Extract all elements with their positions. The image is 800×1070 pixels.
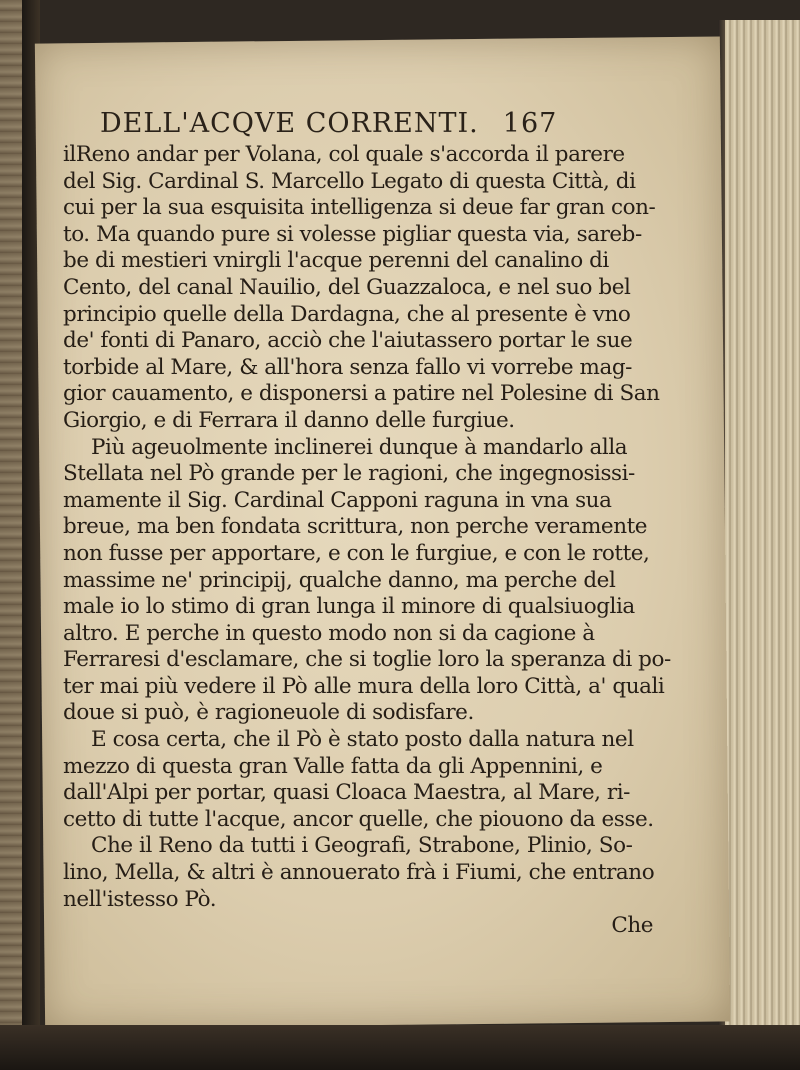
- text-line: gior cauamento, e disponersi a patire nel Polesine di San: [63, 381, 660, 407]
- catchword: Che: [611, 913, 653, 939]
- paragraph-start-line: Più ageuolmente inclinerei dunque à mandarlo alla: [91, 434, 628, 460]
- text-line: cetto di tutte l'acque, ancor quelle, che piouono da esse.: [63, 806, 654, 832]
- text-line: Giorgio, e di Ferrara il danno delle furgiue.: [63, 407, 515, 433]
- text-line: lino, Mella, & altri è annouerato frà i Fiumi, che entrano: [63, 860, 655, 886]
- page-stack-edge: [725, 20, 800, 1070]
- text-line: doue si può, è ragioneuole di sodisfare.: [63, 700, 474, 726]
- paragraph-start-line: E cosa certa, che il Pò è stato posto dalla natura nel: [91, 727, 634, 753]
- text-line: Stellata nel Pò grande per le ragioni, che ingegnosissi-: [63, 461, 635, 487]
- book-binding-left: [0, 0, 22, 1070]
- text-line: del Sig. Cardinal S. Marcello Legato di questa Città, di: [63, 168, 636, 194]
- text-line: mezzo di questa gran Valle fatta da gli Appennini, e: [63, 753, 603, 779]
- text-line: torbide al Mare, & all'hora senza fallo vi vorrebe mag-: [63, 354, 632, 380]
- text-line: male io lo stimo di gran lunga il minore di qualsiuoglia: [63, 594, 635, 620]
- scan-bottom-edge: [0, 1025, 800, 1070]
- body-text: [63, 142, 673, 940]
- text-line: Ferraresi d'esclamare, che si toglie loro la speranza di po-: [63, 647, 671, 673]
- text-line: dall'Alpi per portar, quasi Cloaca Maestra, al Mare, ri-: [63, 780, 630, 806]
- text-line: mamente il Sig. Cardinal Capponi raguna in vna sua: [63, 487, 612, 513]
- text-line: ilReno andar per Volana, col quale s'accorda il parere: [63, 142, 625, 167]
- text-line: principio quelle della Dardagna, che al presente è vno: [63, 301, 631, 327]
- text-line: de' fonti di Panaro, acciò che l'aiutassero portar le sue: [63, 328, 633, 354]
- page-number: 167: [502, 108, 558, 139]
- text-line: cui per la sua esquisita intelligenza si deue far gran con-: [63, 195, 656, 221]
- running-header: [100, 108, 680, 139]
- text-line: Cento, del canal Nauilio, del Guazzaloca, e nel suo bel: [63, 274, 631, 300]
- header-title: DELL'ACQVE CORRENTI.: [100, 108, 479, 139]
- text-line: breue, ma ben fondata scrittura, non perche veramente: [63, 514, 648, 540]
- text-line: be di mestieri vnirgli l'acque perenni del canalino di: [63, 248, 609, 274]
- text-line: altro. E perche in questo modo non si da cagione à: [63, 620, 595, 646]
- text-line: massime ne' principij, qualche danno, ma perche del: [63, 567, 616, 593]
- text-line: ter mai più vedere il Pò alle mura della loro Città, a' quali: [63, 673, 665, 699]
- text-line: nell'istesso Pò.: [63, 886, 217, 912]
- text-line: non fusse per apportare, e con le furgiue, e con le rotte,: [63, 540, 650, 566]
- text-line: to. Ma quando pure si volesse pigliar questa via, sareb-: [63, 221, 642, 247]
- paragraph-start-line: Che il Reno da tutti i Geografi, Strabone, Plinio, So-: [91, 833, 633, 859]
